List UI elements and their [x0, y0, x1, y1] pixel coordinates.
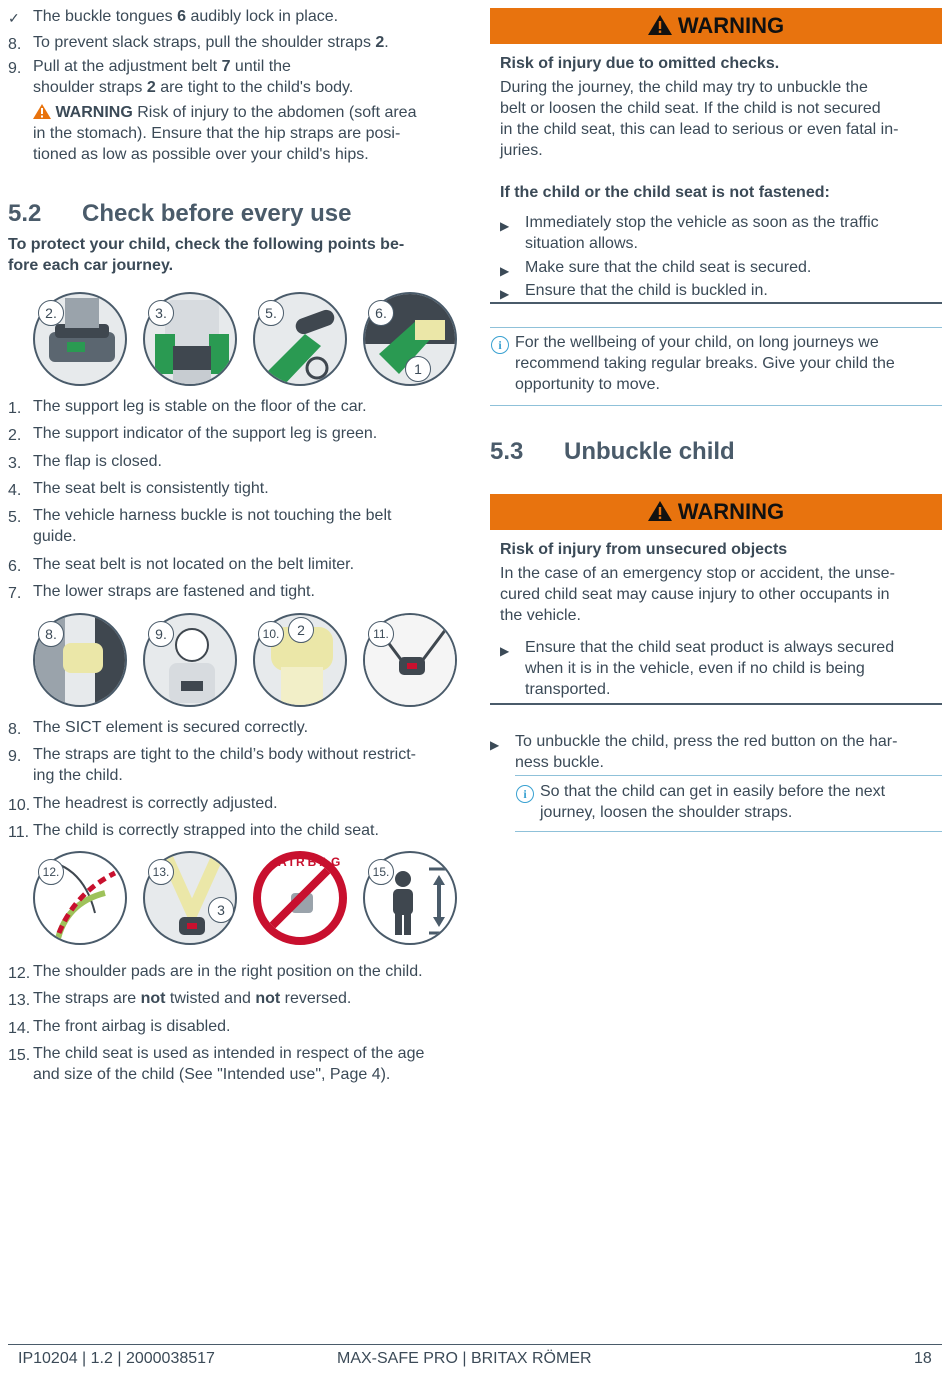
- text-line: in the child seat, this can lead to serious or even fatal in-: [500, 121, 899, 138]
- bullet-item: [500, 257, 940, 278]
- item-number: 11.: [8, 823, 30, 841]
- arrow-right-icon: ▶: [500, 287, 510, 301]
- section-number: 5.3: [490, 438, 524, 465]
- text-line: situation allows.: [525, 235, 638, 252]
- item-text: [33, 988, 460, 1009]
- text-line: cured child seat may cause injury to other occupants in: [500, 586, 890, 603]
- text-run: until the: [230, 58, 291, 75]
- figure-label: 12.: [38, 859, 64, 885]
- warning-body: [500, 563, 940, 626]
- figure-label: 8.: [38, 621, 64, 647]
- item-text: [33, 581, 460, 602]
- text-run: The shoulder pads are in the right position on the child.: [33, 963, 423, 980]
- text-line: Ensure that the child is buckled in.: [525, 282, 768, 299]
- text-run: The buckle tongues: [33, 8, 178, 25]
- info-divider: [515, 775, 942, 776]
- item-number: 5.: [8, 509, 22, 527]
- text-run: ing the child.: [33, 767, 123, 785]
- divider: [490, 703, 942, 705]
- step-unbuckle: [490, 731, 930, 773]
- text-run: To prevent slack straps, pull the shoulder straps: [33, 34, 376, 51]
- check-item: [8, 423, 460, 444]
- figure-label: 11.: [368, 621, 394, 647]
- text-run: guide.: [33, 528, 77, 546]
- check-item: [8, 1016, 460, 1037]
- list-item-buckle-check: [8, 6, 460, 27]
- step-text: [515, 731, 930, 773]
- warning-text-line: tioned as low as possible over your child's hips.: [33, 146, 369, 163]
- text-line: For the wellbeing of your child, on long journeys we: [515, 334, 879, 351]
- bullet-text: [525, 257, 940, 278]
- check-item: [8, 581, 460, 602]
- section-heading-5-2: [8, 200, 351, 228]
- bullet-item: [500, 280, 940, 301]
- footer-divider: [8, 1344, 942, 1345]
- text-line: ness buckle.: [515, 754, 604, 771]
- bullet-text: [525, 637, 940, 700]
- item-number: 8.: [8, 721, 22, 738]
- text-run: The child is correctly strapped into the child seat.: [33, 821, 379, 839]
- text-run: twisted and: [165, 990, 256, 1008]
- item-text: [33, 6, 460, 27]
- check-item: [8, 820, 460, 841]
- item-text: [33, 1016, 460, 1037]
- text-run: shoulder straps: [33, 79, 147, 96]
- bullet-text: [525, 280, 940, 301]
- warning-text-line: in the stomach). Ensure that the hip straps are posi-: [33, 125, 401, 142]
- text-line: journey, loosen the shoulder straps.: [540, 804, 793, 821]
- warning-text: [33, 102, 460, 165]
- item-number: 10.: [8, 796, 31, 814]
- item-text: [33, 423, 460, 444]
- intro-line: fore each car journey.: [8, 257, 174, 274]
- item-text: [33, 744, 460, 786]
- arrow-right-icon: ▶: [500, 219, 510, 233]
- warning-text-line: Risk of injury to the abdomen (soft area: [132, 104, 417, 121]
- item-number: 13.: [8, 992, 31, 1010]
- warning-heading: Risk of injury due to omitted checks.: [500, 55, 780, 72]
- check-item: [8, 451, 460, 472]
- figure-label: 13.: [148, 859, 174, 885]
- info-icon: i: [516, 785, 534, 803]
- footer-doc-id: IP10204 | 1.2 | 2000038517: [18, 1350, 215, 1367]
- warning-triangle-icon: [648, 15, 672, 35]
- figure-label: 3.: [148, 300, 174, 326]
- warning-body: [500, 77, 940, 161]
- text-line: During the journey, the child may try to unbuckle the: [500, 79, 868, 96]
- text-run: The front airbag is disabled.: [33, 1017, 231, 1035]
- warning-triangle-icon: [648, 501, 672, 521]
- check-item: [8, 744, 460, 786]
- check-item: [8, 961, 460, 982]
- item-text: [33, 1043, 460, 1085]
- text-line: Immediately stop the vehicle as soon as the traffic: [525, 214, 879, 231]
- item-text: [33, 820, 460, 841]
- bullet-text: [525, 212, 940, 254]
- figure-badge: 1: [405, 356, 431, 382]
- item-number: 12.: [8, 965, 31, 982]
- section-intro: [8, 234, 404, 276]
- item-number: 9.: [8, 748, 22, 766]
- bold-text: not: [140, 990, 166, 1008]
- text-run: The SICT element is secured correctly.: [33, 719, 309, 736]
- item-number: 8.: [8, 36, 22, 53]
- text-run: The headrest is correctly adjusted.: [33, 794, 278, 812]
- figure-label: 15.: [368, 859, 394, 885]
- figure-row-3: [8, 851, 460, 947]
- warning-triangle-icon: [33, 104, 51, 119]
- text-run: are tight to the child's body.: [155, 79, 354, 96]
- text-run: The support indicator of the support leg is green.: [33, 425, 378, 443]
- text-run: audibly lock in place.: [186, 8, 339, 25]
- item-number: 2.: [8, 427, 22, 445]
- item-text: [33, 396, 460, 417]
- item-text: [33, 32, 460, 53]
- text-line: In the case of an emergency stop or accident, the unse-: [500, 565, 895, 582]
- figure-badge: 2: [288, 617, 314, 643]
- bold-text: 2: [375, 34, 385, 51]
- check-item: [8, 478, 460, 499]
- info-note: [515, 332, 942, 395]
- list-item-8-pull-straps: [8, 32, 460, 53]
- text-line: Make sure that the child seat is secured.: [525, 258, 812, 276]
- figure-row-1: [8, 292, 460, 388]
- bold-text: 7: [221, 58, 231, 75]
- arrow-right-icon: ▶: [500, 263, 510, 278]
- check-item: [8, 554, 460, 575]
- footer-product: MAX-SAFE PRO | BRITAX RÖMER: [337, 1350, 592, 1367]
- warning-label: WARNING: [55, 104, 133, 121]
- item-number: 6.: [8, 557, 22, 575]
- item-text: [33, 961, 460, 982]
- figure-row-2: [8, 613, 460, 709]
- figure-label: 2.: [38, 300, 64, 326]
- figure-label: 10.: [258, 621, 284, 647]
- bullet-item: [500, 637, 940, 700]
- text-line: the vehicle.: [500, 607, 581, 624]
- check-item: [8, 793, 460, 814]
- check-item: [8, 717, 460, 738]
- bold-text: 6: [177, 8, 186, 25]
- footer-page-number: 18: [914, 1350, 932, 1367]
- item-text: [33, 717, 460, 738]
- bold-text: 2: [146, 79, 156, 96]
- text-run: .: [384, 34, 389, 51]
- intro-line: To protect your child, check the following points be-: [8, 236, 405, 253]
- section-number: 5.2: [8, 200, 42, 227]
- arrow-right-icon: ▶: [490, 738, 500, 752]
- warning-subheading: If the child or the child seat is not fastened:: [500, 184, 830, 201]
- text-line: opportunity to move.: [515, 376, 660, 393]
- bold-text: not: [255, 990, 281, 1008]
- item-number: 7.: [8, 584, 22, 602]
- checkmark-icon: ✓: [8, 10, 20, 26]
- text-line: Ensure that the child seat product is always secured: [525, 639, 895, 656]
- figure-label: 9.: [148, 621, 174, 647]
- arrow-right-icon: ▶: [500, 644, 510, 658]
- info-divider: [490, 327, 942, 328]
- text-line: when it is in the vehicle, even if no child is being: [525, 660, 865, 677]
- section-heading-5-3: [490, 438, 735, 466]
- text-run: The support leg is stable on the floor of the car.: [33, 398, 367, 415]
- section-title: Unbuckle child: [564, 438, 735, 465]
- info-divider: [515, 831, 942, 832]
- item-text: [33, 793, 460, 814]
- item-number: 1.: [8, 400, 22, 417]
- text-run: Pull at the adjustment belt: [33, 58, 222, 75]
- airbag-label: AIRBAG: [278, 855, 344, 869]
- item-text: [33, 478, 460, 499]
- bullet-item: [500, 212, 940, 254]
- item-text: [33, 554, 460, 575]
- text-run: The vehicle harness buckle is not touching the belt: [33, 507, 392, 525]
- figure-label: 6.: [368, 300, 394, 326]
- check-item: [8, 988, 460, 1009]
- warning-label: WARNING: [677, 13, 785, 38]
- text-line: So that the child can get in easily before the next: [540, 783, 886, 800]
- text-line: juries.: [500, 142, 543, 159]
- text-run: The straps are tight to the child’s body without restrict-: [33, 746, 416, 764]
- item-number: 3.: [8, 454, 22, 472]
- item-text: [33, 451, 460, 472]
- text-run: The flap is closed.: [33, 452, 162, 470]
- text-run: The child seat is used as intended in respect of the age: [33, 1044, 425, 1062]
- text-line: recommend taking regular breaks. Give your child the: [515, 355, 895, 372]
- divider: [490, 302, 942, 304]
- info-icon: i: [491, 336, 509, 354]
- text-line: To unbuckle the child, press the red button on the har-: [515, 733, 898, 750]
- check-item: [8, 396, 460, 417]
- list-item-9-adjust-belt: [8, 56, 460, 98]
- text-run: The straps are: [33, 990, 141, 1008]
- text-run: The seat belt is consistently tight.: [33, 479, 269, 497]
- inline-warning-abdomen: [8, 102, 460, 165]
- section-title: Check before every use: [82, 200, 352, 227]
- figure-label: 5.: [258, 300, 284, 326]
- item-number: 15.: [8, 1046, 31, 1064]
- check-item: [8, 1043, 460, 1085]
- text-run: The lower straps are fastened and tight.: [33, 582, 315, 600]
- warning-banner: [490, 494, 942, 530]
- warning-label: WARNING: [677, 499, 785, 524]
- check-item: [8, 505, 460, 547]
- text-line: belt or loosen the child seat. If the child is not secured: [500, 100, 881, 117]
- item-number: 9.: [8, 60, 22, 77]
- item-number: 4.: [8, 481, 22, 499]
- warning-heading: Risk of injury from unsecured objects: [500, 541, 788, 558]
- text-run: and size of the child (See "Intended use", Page 4).: [33, 1065, 391, 1083]
- item-text: [33, 505, 460, 547]
- item-number: 14.: [8, 1019, 31, 1037]
- info-divider: [490, 405, 942, 406]
- info-note: [540, 781, 942, 823]
- text-line: transported.: [525, 681, 611, 698]
- item-text: [33, 56, 460, 98]
- text-run: The seat belt is not located on the belt limiter.: [33, 555, 355, 573]
- figure-badge: 3: [208, 897, 234, 923]
- text-run: reversed.: [280, 990, 352, 1008]
- warning-banner: [490, 8, 942, 44]
